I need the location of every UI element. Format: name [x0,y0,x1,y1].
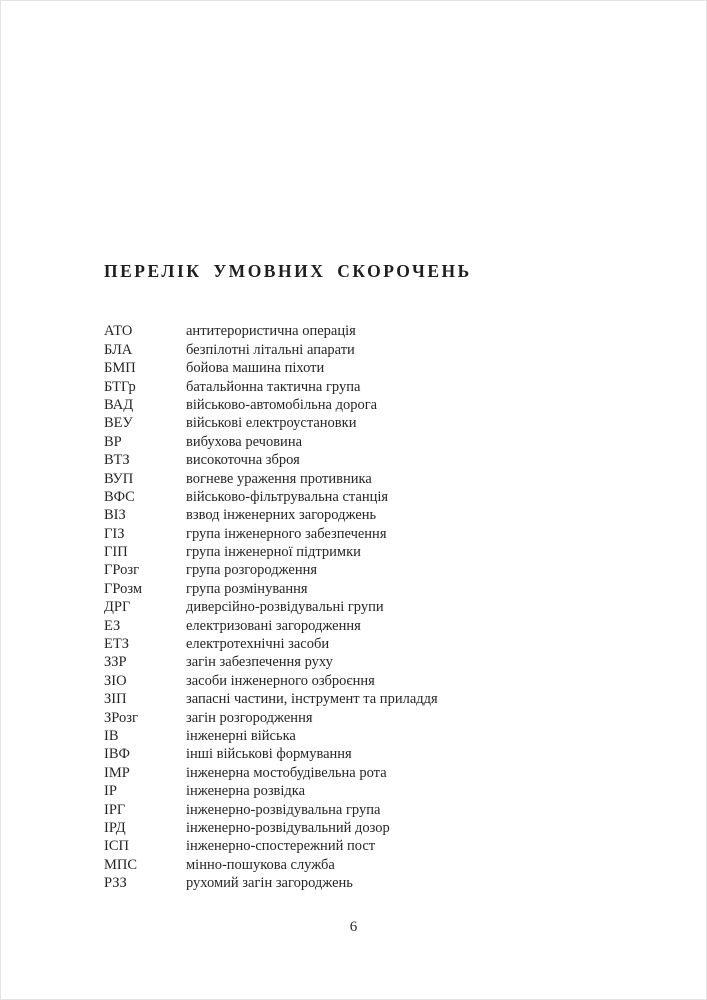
abbreviation-row [104,525,624,543]
abbreviation-term: БМП [104,360,136,377]
abbreviation-definition: батальйонна тактична група [186,378,361,395]
abbreviation-row [104,874,624,892]
abbreviation-definition: інші військові формування [186,746,352,763]
abbreviation-list [104,304,624,893]
abbreviation-definition: бойова машина піхоти [186,360,325,377]
abbreviation-term: МПС [104,856,138,873]
abbreviation-term: ІВ [104,727,119,744]
abbreviation-term: ВІЗ [104,507,126,524]
abbreviation-row [104,801,624,819]
abbreviation-row [104,690,624,708]
abbreviation-definition: інженерно-розвідувальний дозор [186,819,390,836]
abbreviation-row [104,396,624,414]
abbreviation-definition: інженерно-розвідувальна група [186,801,381,818]
page-title: ПЕРЕЛІК УМОВНИХ СКОРОЧЕНЬ [104,260,472,281]
abbreviation-term: ВТЗ [104,452,130,469]
abbreviation-term: ЗІП [104,691,127,708]
abbreviation-term: ЗРозг [104,709,138,726]
abbreviation-term: ВФС [104,488,135,505]
abbreviation-term: ІВФ [104,746,130,763]
abbreviation-definition: загін забезпечення руху [186,654,333,671]
abbreviation-row [104,580,624,598]
abbreviation-term: ДРГ [104,599,131,616]
abbreviation-definition: електротехнічні засоби [186,636,330,653]
abbreviation-definition: високоточна зброя [186,452,300,469]
abbreviation-definition: взвод інженерних загороджень [186,507,377,524]
abbreviation-definition: інженерна мостобудівельна рота [186,764,387,781]
abbreviation-row [104,782,624,800]
abbreviation-row [104,745,624,763]
abbreviation-row [104,470,624,488]
abbreviation-term: ВУП [104,470,134,487]
abbreviation-definition: інженерна розвідка [186,783,306,800]
abbreviation-row [104,433,624,451]
abbreviation-row [104,451,624,469]
abbreviation-definition: інженерно-спостережний пост [186,838,376,855]
abbreviation-definition: група розгородження [186,562,318,579]
abbreviation-row [104,819,624,837]
abbreviation-row [104,837,624,855]
abbreviation-term: ЕТЗ [104,636,129,653]
abbreviation-term: АТО [104,323,133,340]
abbreviation-row [104,506,624,524]
abbreviation-definition: загін розгородження [186,709,313,726]
abbreviation-term: ГІЗ [104,525,125,542]
abbreviation-term: ВР [104,433,122,450]
abbreviation-row [104,341,624,359]
abbreviation-term: ГРозг [104,562,140,579]
abbreviation-definition: інженерні війська [186,727,296,744]
abbreviation-definition: військово-автомобільна дорога [186,396,378,413]
abbreviation-row [104,764,624,782]
abbreviation-row [104,378,624,396]
abbreviation-term: ІРГ [104,801,126,818]
abbreviation-row [104,359,624,377]
abbreviation-row [104,304,624,322]
abbreviation-definition: безпілотні літальні апарати [186,341,355,358]
abbreviation-term: ЕЗ [104,617,121,634]
abbreviation-term: БТГр [104,378,136,395]
abbreviation-definition: вогневе ураження противника [186,470,372,487]
abbreviation-definition: рухомий загін загороджень [186,875,353,892]
abbreviation-definition: група розмінування [186,580,308,597]
abbreviation-term: ГРозм [104,580,143,597]
abbreviation-row [104,617,624,635]
abbreviation-definition: електризовані загородження [186,617,361,634]
abbreviation-definition: запасні частини, інструмент та приладдя [186,691,438,708]
abbreviation-definition: військово-фільтрувальна станція [186,488,389,505]
abbreviation-row [104,856,624,874]
abbreviation-row [104,561,624,579]
abbreviation-definition: вибухова речовина [186,433,303,450]
abbreviation-definition: військові електроустановки [186,415,357,432]
abbreviation-row [104,414,624,432]
abbreviation-row [104,727,624,745]
abbreviation-term: ІМР [104,764,130,781]
abbreviation-term: ВЕУ [104,415,133,432]
abbreviation-definition: засоби інженерного озброєння [186,672,375,689]
abbreviation-row [104,672,624,690]
abbreviation-row [104,598,624,616]
abbreviation-term: ІРД [104,819,126,836]
abbreviation-row [104,635,624,653]
abbreviation-definition: антитерористична операція [186,323,356,340]
abbreviation-definition: група інженерної підтримки [186,544,361,561]
abbreviation-term: ЗЗР [104,654,127,671]
abbreviation-term: ІР [104,783,117,800]
abbreviation-term: БЛА [104,341,133,358]
page-number: 6 [349,919,358,935]
abbreviation-row [104,543,624,561]
abbreviation-definition: група інженерного забезпечення [186,525,387,542]
abbreviation-term: ІСП [104,838,129,855]
abbreviation-term: ЗІО [104,672,127,689]
abbreviation-term: ГІП [104,544,128,561]
abbreviation-definition: мінно-пошукова служба [186,856,335,873]
abbreviation-definition: диверсійно-розвідувальні групи [186,599,384,616]
abbreviation-row [104,322,624,340]
abbreviation-row [104,709,624,727]
abbreviation-row [104,488,624,506]
abbreviation-term: РЗЗ [104,875,127,892]
abbreviation-term: ВАД [104,396,134,413]
abbreviation-row [104,653,624,671]
